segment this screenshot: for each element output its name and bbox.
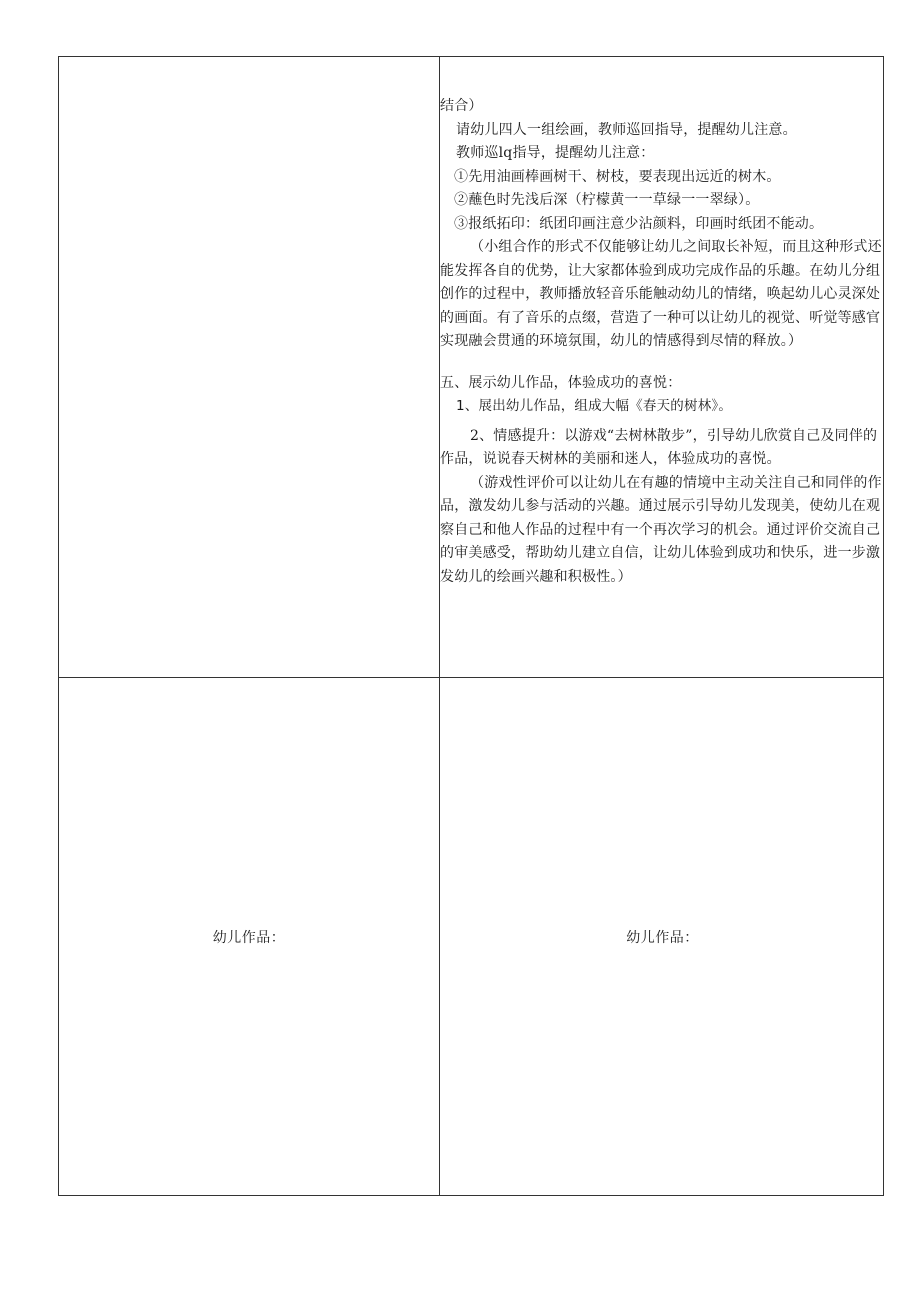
paragraph-group-cooperation-note: （小组合作的形式不仅能够让幼儿之间取长补短，而且这种形式还能发挥各自的优势，让大家都体验到成功完成作品的乐趣。在幼儿分组创作的过程中，教师播放轻音乐能触动幼儿的情绪，唤起幼儿心灵深处的画面。有了音乐的点缀，营造了一种可以让幼儿的视觉、听觉等感官实现融会贯通的环境氛围，幼儿的情感得到尽情的释放。） — [440, 239, 882, 349]
paragraph-emotion-boost: 2、情感提升：以游戏“去树林散步”，引导幼儿欣赏自己及同伴的作品，说说春天树林的美丽和迷人，体验成功的喜悦。 — [440, 427, 878, 467]
spacer — [440, 354, 885, 372]
paragraph-teacher-guidance: 教师巡lq指导，提醒幼儿注意： — [456, 145, 655, 161]
table-row-top — [59, 57, 883, 678]
paragraph-group-drawing: 请幼儿四人一组绘画，教师巡回指导，提醒幼儿注意。 — [456, 121, 797, 138]
children-works-label-right: 幼儿作品： — [626, 929, 699, 946]
paragraph-evaluation-note: （游戏性评价可以让幼儿在有趣的情境中主动关注自己和同伴的作品，激发幼儿参与活动的兴趣。通过展示引导幼儿发现美，使幼儿在观察自己和他人作品的过程中有一个再次学习的机会。通过评价交流自己的审美感受，帮助幼儿建立自信，让幼儿体验到成功和快乐，进一步激发幼儿的绘画兴趣和积极性。） — [440, 474, 882, 585]
table-cell-bottom-right — [440, 678, 885, 1195]
table-row-bottom — [59, 678, 883, 1195]
paragraph-step-2: ②蘸色时先浅后深（柠檬黄一一草绿一一翠绿）。 — [454, 192, 760, 208]
children-works-label-left: 幼儿作品： — [212, 929, 286, 946]
table-cell-bottom-left — [59, 678, 439, 1195]
table-cell-top-right — [440, 57, 885, 677]
paragraph-display-works: 1、展出幼儿作品，组成大幅《春天的树林》。 — [456, 398, 733, 414]
paragraph-step-3: ③报纸拓印：纸团印画注意少沾颜料，印画时纸团不能动。 — [454, 215, 824, 232]
paragraph-continuation: 结合） — [440, 98, 483, 114]
lesson-table — [58, 56, 884, 1196]
paragraph-step-1: ①先用油画棒画树干、树枝，要表现出远近的树木。 — [454, 168, 781, 185]
table-cell-top-left — [59, 57, 439, 677]
section-heading-five: 五、展示幼儿作品，体验成功的喜悦： — [440, 374, 682, 391]
